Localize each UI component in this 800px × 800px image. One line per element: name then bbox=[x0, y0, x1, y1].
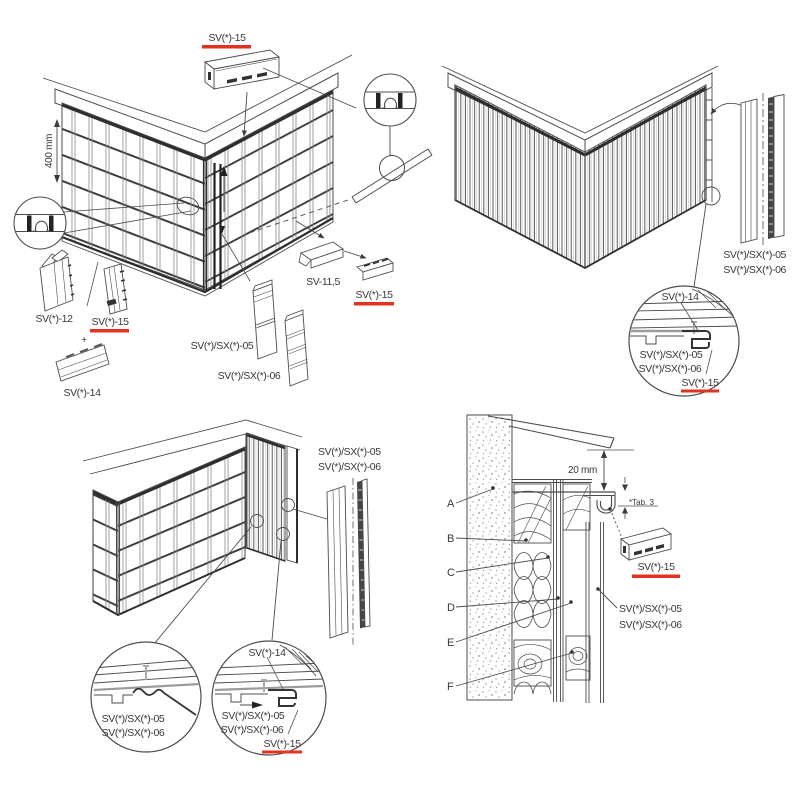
label-letter-e: E bbox=[447, 637, 455, 649]
label-part14: SV(*)-14 bbox=[63, 387, 101, 399]
label-q4-panel06: SV(*)/SX(*)-06 bbox=[619, 619, 682, 631]
q1-part15-right bbox=[344, 251, 394, 306]
label-panel05: SV(*)/SX(*)-05 bbox=[190, 340, 254, 352]
q4-part15-callout bbox=[608, 507, 680, 578]
q4-dim-tab3 bbox=[618, 477, 658, 519]
label-q2-panel05: SV(*)/SX(*)-05 bbox=[723, 249, 786, 261]
q3-detail-circle-2 bbox=[212, 541, 326, 755]
red-underline bbox=[681, 390, 719, 393]
divider-slash bbox=[87, 262, 98, 306]
red-underline bbox=[632, 575, 680, 579]
label-dim-400: 400 mm bbox=[44, 133, 55, 169]
q4-concrete-wall bbox=[467, 415, 512, 700]
q3-wall bbox=[93, 433, 297, 615]
label-q3d2-panel05: SV(*)/SX(*)-05 bbox=[221, 710, 285, 722]
part15-left-icon bbox=[104, 264, 127, 314]
panel06-icon bbox=[285, 310, 308, 386]
label-q3d2-part15: SV(*)-15 bbox=[263, 738, 301, 750]
label-q4-part15: SV(*)-15 bbox=[637, 561, 675, 573]
label-q3d1-panel05: SV(*)/SX(*)-05 bbox=[101, 713, 165, 725]
label-part15-left: SV(*)-15 bbox=[91, 316, 129, 328]
q3-strip-profiles bbox=[293, 446, 381, 646]
label-dim-20: 20 mm bbox=[567, 465, 597, 476]
label-q3d1-panel06: SV(*)/SX(*)-06 bbox=[101, 727, 165, 739]
label-letter-c: C bbox=[447, 567, 455, 579]
part15-icon bbox=[621, 528, 671, 560]
q4-flashing bbox=[512, 492, 615, 513]
panel05-profile bbox=[327, 486, 348, 638]
panel06-profile bbox=[768, 95, 784, 240]
q2-wall bbox=[455, 85, 720, 268]
label-q2d-part15: SV(*)-15 bbox=[681, 377, 719, 389]
label-q2d-panel06: SV(*)/SX(*)-06 bbox=[638, 363, 702, 375]
trim-rod bbox=[352, 149, 432, 203]
q3-clad-face bbox=[247, 433, 285, 561]
q1-wall bbox=[62, 90, 333, 296]
insulation-batts bbox=[514, 553, 551, 695]
label-letter-a: A bbox=[447, 498, 455, 510]
red-underline bbox=[262, 751, 302, 754]
leader bbox=[344, 251, 366, 258]
label-q3-panel06: SV(*)/SX(*)-06 bbox=[318, 461, 381, 473]
label-sv115: SV-11,5 bbox=[306, 276, 340, 288]
label-panel06: SV(*)/SX(*)-06 bbox=[217, 370, 281, 382]
panel05-profile bbox=[741, 99, 757, 243]
q4-assembly bbox=[512, 480, 604, 704]
q3-corner-trim bbox=[287, 446, 297, 563]
wood-block bbox=[514, 484, 551, 543]
label-q4-panel05: SV(*)/SX(*)-05 bbox=[619, 603, 682, 615]
q3-corner-mixed-view bbox=[83, 420, 381, 755]
leader bbox=[293, 509, 327, 519]
q1-dim-400 bbox=[44, 119, 60, 183]
label-q2-panel06: SV(*)/SX(*)-06 bbox=[723, 264, 786, 276]
label-plus: + bbox=[81, 334, 87, 346]
wood-block bbox=[514, 640, 551, 686]
q1-parts-left bbox=[35, 250, 129, 399]
part15-right-icon bbox=[357, 258, 393, 280]
red-underline bbox=[202, 45, 251, 49]
red-underline bbox=[90, 329, 129, 333]
red-underline bbox=[354, 302, 394, 306]
q2-corner-siding-view bbox=[442, 66, 787, 396]
label-q3d2-part14: SV(*)-14 bbox=[248, 647, 286, 659]
dotted-leader bbox=[610, 509, 623, 540]
label-q3d2-panel06: SV(*)/SX(*)-06 bbox=[220, 724, 284, 736]
label-q2d-part14: SV(*)-14 bbox=[661, 291, 699, 303]
label-q2d-panel05: SV(*)/SX(*)-05 bbox=[639, 349, 703, 361]
part14-icon bbox=[56, 344, 109, 381]
label-part15-top: SV(*)-15 bbox=[208, 32, 246, 44]
part15-top-icon bbox=[205, 50, 279, 89]
part12-icon bbox=[40, 250, 74, 311]
leader bbox=[711, 103, 743, 114]
q4-wall-section bbox=[447, 415, 682, 703]
label-letter-b: B bbox=[447, 533, 455, 545]
q4-panel-labels bbox=[596, 587, 682, 631]
q1-corner-framing-view bbox=[14, 32, 432, 399]
label-q3-panel05: SV(*)/SX(*)-05 bbox=[318, 446, 381, 458]
q4-dim-20 bbox=[568, 450, 607, 491]
label-tab3: *Tab. 3 bbox=[629, 498, 654, 507]
sv115-icon bbox=[299, 242, 343, 268]
label-part12: SV(*)-12 bbox=[35, 313, 73, 325]
q2-strip-profiles bbox=[711, 93, 787, 276]
label-letter-f: F bbox=[447, 681, 454, 693]
label-part15-right: SV(*)-15 bbox=[355, 289, 393, 301]
q2-furring-edge bbox=[706, 88, 712, 202]
label-letter-d: D bbox=[447, 602, 455, 614]
panel05-icon bbox=[253, 280, 277, 359]
panel06-profile bbox=[357, 479, 370, 629]
leader bbox=[694, 204, 706, 287]
q4-cladding-panel bbox=[586, 522, 604, 703]
